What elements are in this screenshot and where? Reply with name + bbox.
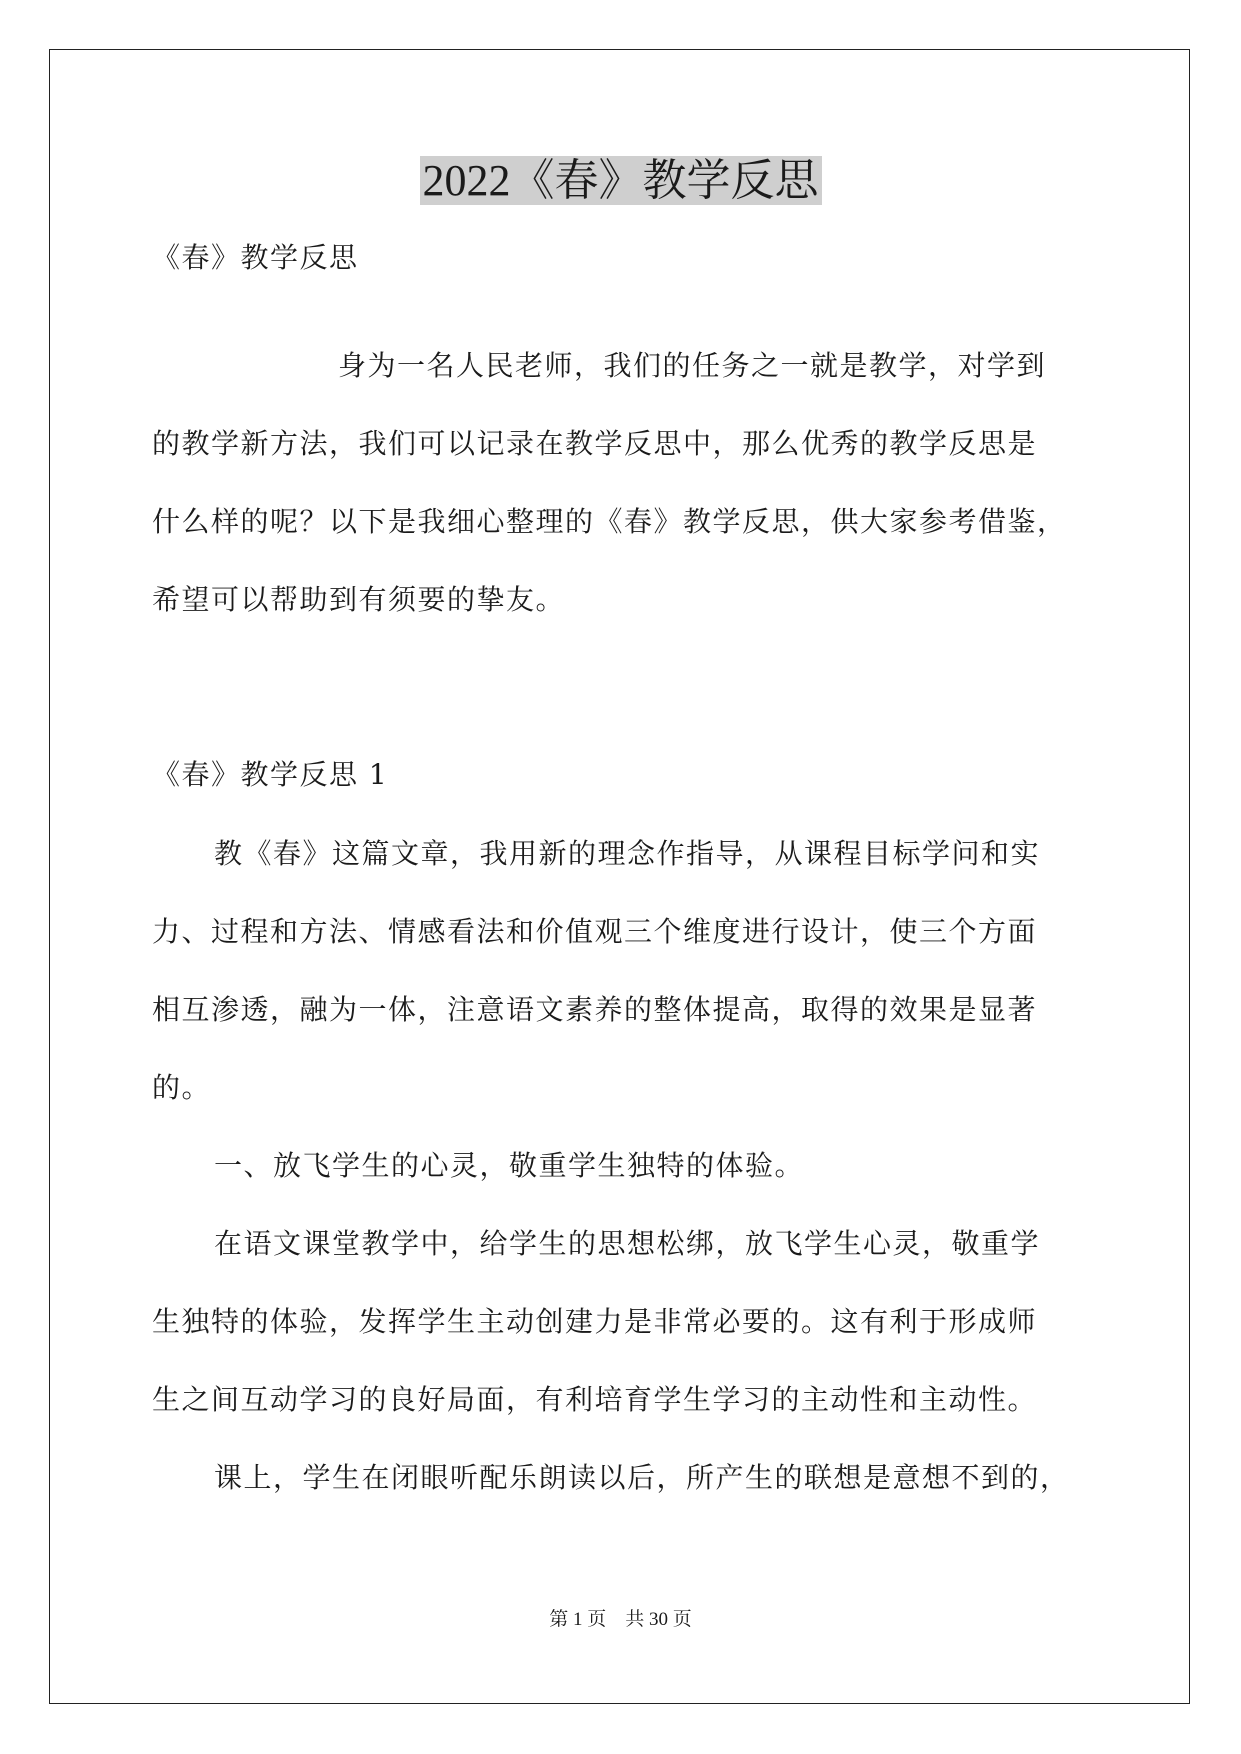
paragraph-line: 身为一名人民老师，我们的任务之一就是教学，对学到 (338, 349, 1047, 382)
paragraph-line: 的。 (152, 1071, 212, 1104)
document-title-text: 2022《春》教学反思 (420, 156, 822, 205)
page-border (49, 49, 1190, 1704)
paragraph-line: 生独特的体验，发挥学生主动创建力是非常必要的。这有利于形成师 (152, 1305, 1038, 1338)
page-footer: 第 1 页 共 30 页 (549, 1609, 692, 1630)
paragraph-line: 在语文课堂教学中，给学生的思想松绑，放飞学生心灵，敬重学 (214, 1227, 1041, 1260)
paragraph-line: 希望可以帮助到有须要的挚友。 (152, 583, 566, 616)
paragraph-line: 课上，学生在闭眼听配乐朗读以后，所产生的联想是意想不到的， (214, 1461, 1070, 1494)
paragraph-line: 什么样的呢？以下是我细心整理的《春》教学反思，供大家参考借鉴， (152, 505, 1067, 538)
subtitle-line: 《春》教学反思 (152, 241, 359, 274)
paragraph-line: 相互渗透，融为一体，注意语文素养的整体提高，取得的效果是显著 (152, 993, 1038, 1026)
paragraph-line: 教《春》这篇文章，我用新的理念作指导，从课程目标学问和实 (214, 837, 1041, 870)
document-title (0, 154, 1241, 208)
paragraph-line: 生之间互动学习的良好局面，有利培育学生学习的主动性和主动性。 (152, 1383, 1038, 1416)
paragraph-line: 力、过程和方法、情感看法和价值观三个维度进行设计，使三个方面 (152, 915, 1038, 948)
section-heading: 《春》教学反思 1 (152, 758, 389, 791)
paragraph-line: 的教学新方法，我们可以记录在教学反思中，那么优秀的教学反思是 (152, 427, 1038, 460)
paragraph-line: 一、放飞学生的心灵，敬重学生独特的体验。 (214, 1149, 805, 1182)
